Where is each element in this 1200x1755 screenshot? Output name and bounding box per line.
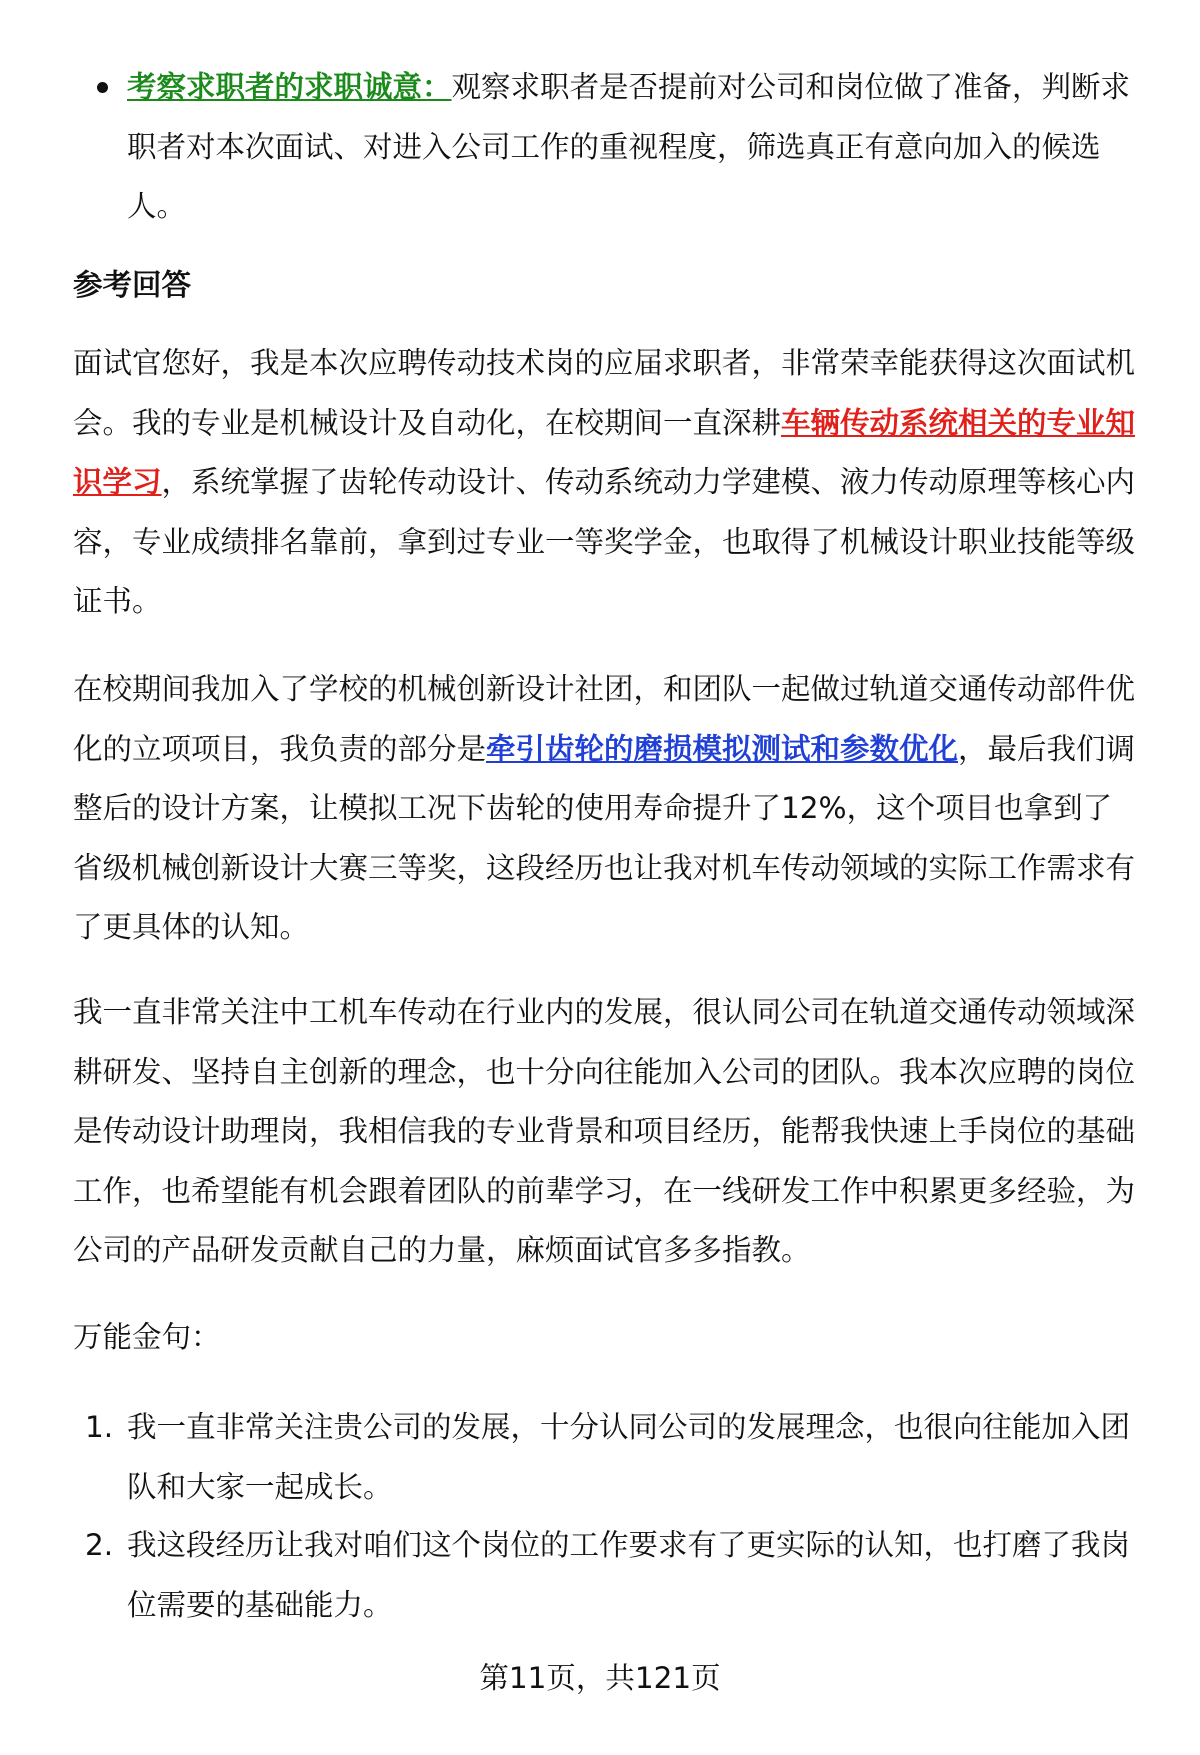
- para1-text-b: ，系统掌握了齿轮传动设计、传动系统动力学建模、液力传动原理等核心内容，专业成绩排名靠前，拿到过专业一等奖学金，也取得了机械设计职业技能等级证书。: [73, 465, 1136, 618]
- answer-paragraph-1: [73, 334, 1137, 632]
- para2-highlight: 牵引齿轮的磨损模拟测试和参数优化: [486, 731, 959, 766]
- section-heading: 参考回答: [73, 268, 192, 302]
- golden-label: 万能金句：: [73, 1320, 221, 1354]
- bullet-text: 观察求职者是否提前对公司和岗位做了准备，判断求职者对本次面试、对进入公司工作的重视程度，筛选真正有意向加入的候选人。: [127, 70, 1131, 223]
- golden-item-text: 我一直非常关注贵公司的发展，十分认同公司的发展理念，也很向往能加入团队和大家一起成长。: [127, 1410, 1131, 1504]
- bullet-dot-icon: [97, 82, 108, 93]
- golden-item: [85, 1398, 1137, 1517]
- page-footer: 第11页，共121页: [479, 1661, 721, 1695]
- golden-item: [85, 1516, 1137, 1635]
- golden-item-number: 1.: [85, 1410, 114, 1444]
- bullet-label: 考察求职者的求职诚意：: [127, 70, 452, 104]
- para2-text-a: 在校期间我加入了学校的机械创新设计社团，和团队一起做过轨道交通传动部件优化的立项项目，我负责的部分是: [73, 672, 1136, 766]
- answer-paragraph-2: [73, 660, 1137, 958]
- para1-text-a: 面试官您好，我是本次应聘传动技术岗的应届求职者，非常荣幸能获得这次面试机会。我的专业是机械设计及自动化，在校期间一直深耕: [73, 346, 1136, 440]
- para1-highlight: 车辆传动系统相关的专业知识学习: [73, 405, 1136, 499]
- answer-paragraph-3: 我一直非常关注中工机车传动在行业内的发展，很认同公司在轨道交通传动领域深耕研发、坚持自主创新的理念，也十分向往能加入公司的团队。我本次应聘的岗位是传动设计助理岗，我相信我的专业背景和项目经历，能帮我快速上手岗位的基础工作，也希望能有机会跟着团队的前辈学习，在一线研发工作中积累更多经验，为公司的产品研发贡献自己的力量，麻烦面试官多多指教。: [73, 995, 1136, 1267]
- bullet-item: [127, 58, 1137, 237]
- para2-text-b: ，最后我们调整后的设计方案，让模拟工况下齿轮的使用寿命提升了12%，这个项目也拿到了省级机械创新设计大赛三等奖，这段经历也让我对机车传动领域的实际工作需求有了更具体的认知。: [73, 731, 1136, 944]
- golden-item-number: 2.: [85, 1528, 114, 1562]
- golden-item-text: 我这段经历让我对咱们这个岗位的工作要求有了更实际的认知，也打磨了我岗位需要的基础能力。: [127, 1528, 1131, 1622]
